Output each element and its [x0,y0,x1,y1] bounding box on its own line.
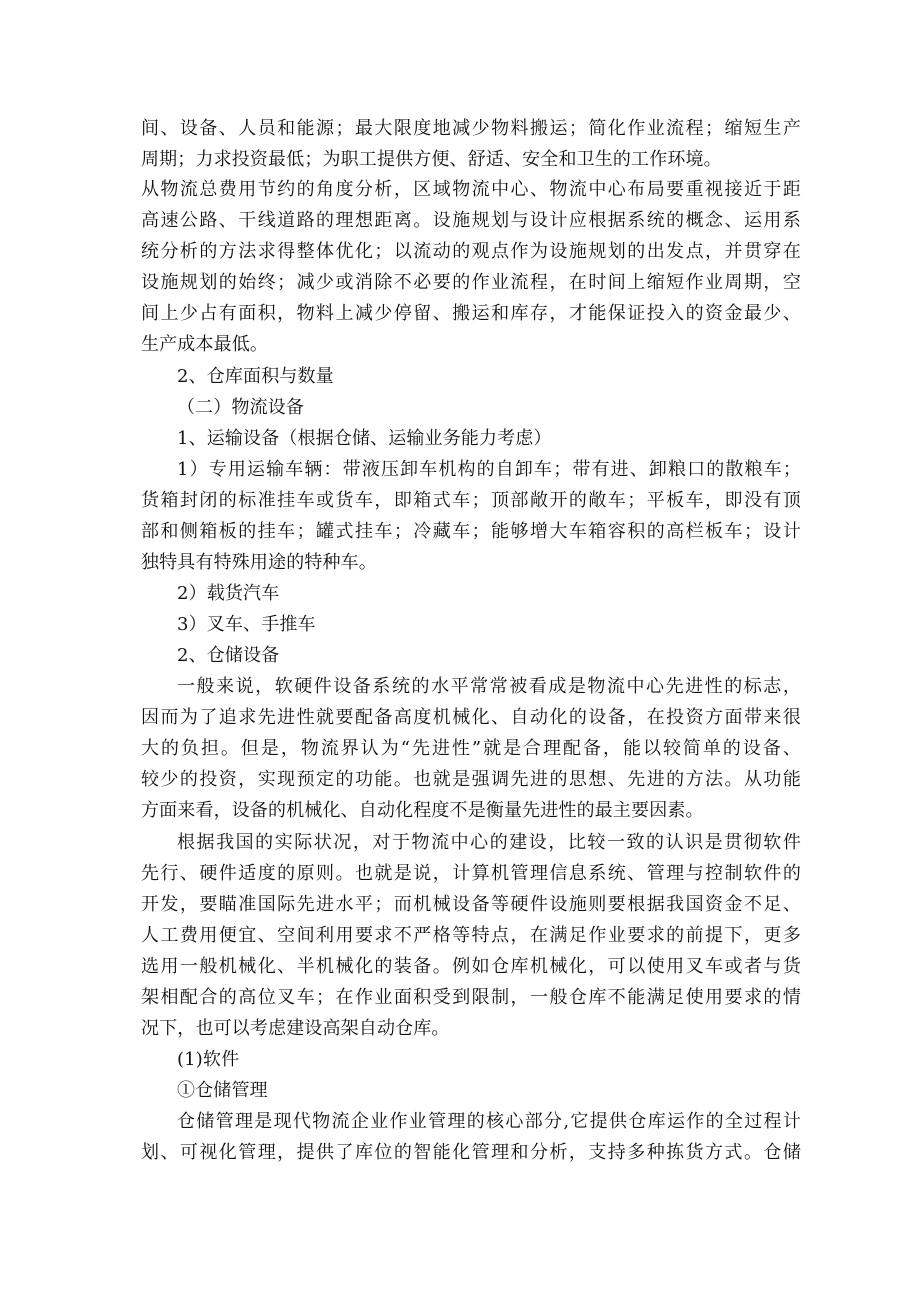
text-line: 开发，要瞄准国际先进水平；而机械设备等硬件设施则要根据我国资金不足、 [141,894,801,915]
text-line: 根据我国的实际状况，对于物流中心的建设，比较一致的认识是贯彻软件 [177,832,801,853]
text-line: 间、设备、人员和能源；最大限度地减少物料搬运；简化作业流程；缩短生产 [141,118,801,139]
text-line: 划、可视化管理，提供了库位的智能化管理和分析，支持多种拣货方式。仓储 [141,1142,801,1163]
text-line: 方面来看，设备的机械化、自动化程度不是衡量先进性的最主要因素。 [141,800,704,821]
text-line: 仓储管理是现代物流企业作业管理的核心部分,它提供仓库运作的全过程计 [177,1111,801,1132]
text-line: 先行、硬件适度的原则。也就是说，计算机管理信息系统、管理与控制软件的 [141,863,801,884]
section-heading: 2、仓库面积与数量 [177,366,334,387]
section-heading: 3）叉车、手推车 [177,614,316,635]
section-heading: 2）载货汽车 [177,583,280,604]
text-line: 周期；力求投资最低；为职工提供方便、舒适、安全和卫生的工作环境。 [141,149,722,170]
text-line: 因而为了追求先进性就要配备高度机械化、自动化的设备，在投资方面带来很 [141,707,801,728]
section-heading: 1、运输设备（根据仓储、运输业务能力考虑） [177,428,552,449]
text-line: 间上少占有面积，物料上减少停留、搬运和库存，才能保证投入的资金最少、 [141,303,801,324]
section-heading: （二）物流设备 [177,397,305,418]
text-line: 一般来说，软硬件设备系统的水平常常被看成是物流中心先进性的标志， [177,676,801,697]
text-line: 高速公路、干线道路的理想距离。设施规划与设计应根据系统的概念、运用系 [141,210,801,231]
text-line: 人工费用便宜、空间利用要求不严格等特点，在满足作业要求的前提下，更多 [141,925,801,946]
text-line: 生产成本最低。 [141,334,269,355]
text-line: 架相配合的高位叉车；在作业面积受到限制，一般仓库不能满足使用要求的情 [141,987,801,1008]
text-line: 部和侧箱板的挂车；罐式挂车；冷藏车；能够增大车箱容积的高栏板车；设计 [141,521,801,542]
text-line: 设施规划的始终；减少或消除不必要的作业流程，在时间上缩短作业周期，空 [141,272,801,293]
text-line: 统分析的方法求得整体优化；以流动的观点作为设施规划的出发点，并贯穿在 [141,241,801,262]
text-line: 大的负担。但是，物流界认为“先进性”就是合理配备，能以较简单的设备、 [141,738,801,759]
text-line: 独特具有特殊用途的特种车。 [141,552,377,573]
section-heading: 2、仓储设备 [177,645,280,666]
section-heading: (1)软件 [177,1049,240,1070]
text-line: 从物流总费用节约的角度分析，区域物流中心、物流中心布局要重视接近于距 [141,179,801,200]
text-line: 货箱封闭的标准挂车或货车，即箱式车；顶部敞开的敞车；平板车，即没有顶 [141,490,801,511]
section-heading: ①仓储管理 [177,1080,268,1101]
text-line: 选用一般机械化、半机械化的装备。例如仓库机械化，可以使用叉车或者与货 [141,956,801,977]
text-line: 况下，也可以考虑建设高架自动仓库。 [141,1018,450,1039]
text-line: 较少的投资，实现预定的功能。也就是强调先进的思想、先进的方法。从功能 [141,769,801,790]
text-line: 1）专用运输车辆：带液压卸车机构的自卸车；带有进、卸粮口的散粮车； [177,459,801,480]
